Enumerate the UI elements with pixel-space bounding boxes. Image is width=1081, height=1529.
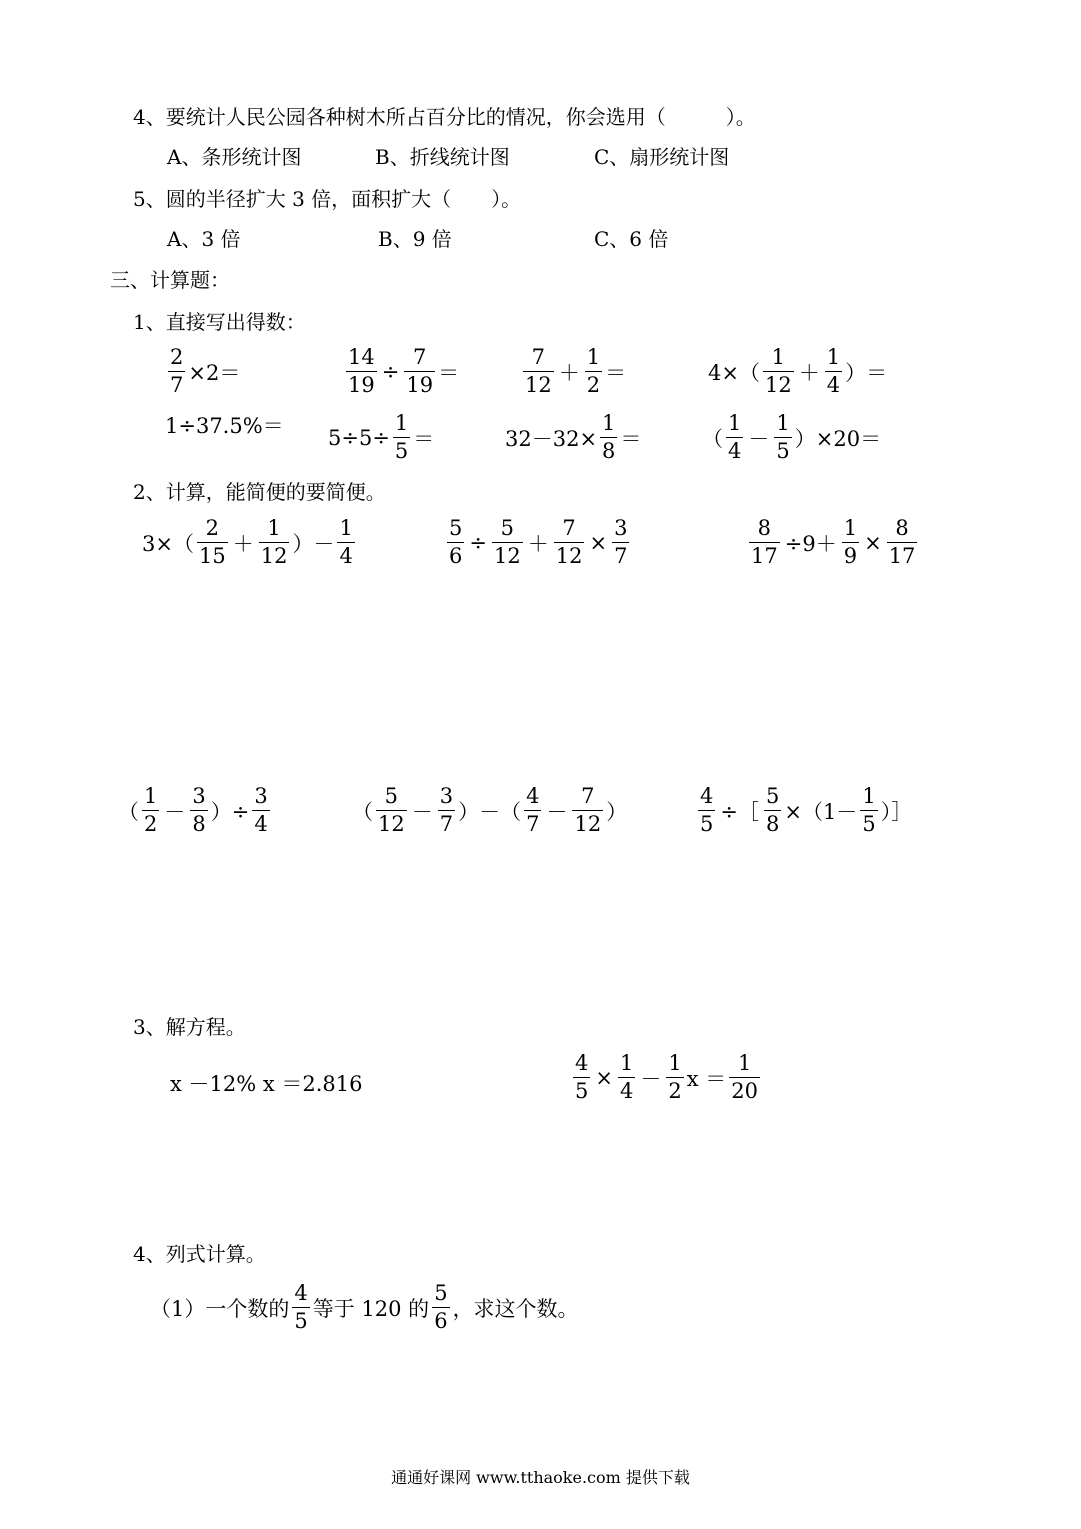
- calc-problem-1: 3×（ $\frac{2}{15}$ ＋ $\frac{1}{12}$ ）－ $\frac{1}{4}$: [142, 516, 353, 568]
- footer-source: 通通好课网 www.tthaoke.com 提供下载: [391, 1468, 690, 1487]
- q4-text: 4、要统计人民公园各种树木所占百分比的情况，你会选用（ ）。: [133, 105, 756, 129]
- fraction: $\frac{7}{19}$: [406, 345, 434, 397]
- fraction: $\frac{14}{19}$: [348, 345, 375, 397]
- fraction: $\frac{1}{4}$: [728, 411, 742, 463]
- calc-problem-5: （ $\frac{5}{12}$ － $\frac{3}{7}$ ）－（ $\frac{4}{7}$ － $\frac{7}{12}$ ）: [352, 784, 628, 836]
- fraction: $\frac{7}{12}$: [574, 784, 602, 836]
- fraction: $\frac{2}{15}$: [198, 516, 226, 568]
- equation-2: $\frac{4}{5}$ × $\frac{1}{4}$ － $\frac{1}{2}$ x ＝ $\frac{1}{20}$: [575, 1051, 758, 1103]
- oral-problem-1: $\frac{2}{7}$ ×2＝: [170, 345, 241, 397]
- fraction: $\frac{3}{4}$: [254, 784, 268, 836]
- fraction: $\frac{5}{12}$: [493, 516, 521, 568]
- fraction: $\frac{1}{5}$: [776, 411, 790, 463]
- oral-problem-3: $\frac{7}{12}$ ＋ $\frac{1}{2}$ ＝: [525, 345, 627, 397]
- fraction: $\frac{8}{17}$: [751, 516, 778, 568]
- fraction: $\frac{1}{2}$: [668, 1051, 682, 1103]
- fraction: $\frac{1}{20}$: [731, 1051, 758, 1103]
- q4-option-c: C、扇形统计图: [594, 145, 730, 169]
- calc-problem-3: $\frac{8}{17}$ ÷9＋ $\frac{1}{9}$ × $\frac{8}{17}$: [751, 516, 916, 568]
- fraction: $\frac{7}{12}$: [555, 516, 583, 568]
- part1-title: 1、直接写出得数：: [133, 310, 306, 334]
- fraction: $\frac{3}{7}$: [614, 516, 628, 568]
- fraction: $\frac{1}{8}$: [602, 411, 616, 463]
- fraction: $\frac{1}{9}$: [843, 516, 858, 568]
- calc-problem-4: （ $\frac{1}{2}$ － $\frac{3}{8}$ ）÷ $\frac{3}{4}$: [118, 784, 268, 836]
- fraction: $\frac{1}{2}$: [586, 345, 601, 397]
- fraction: $\frac{4}{5}$: [700, 784, 714, 836]
- q4-option-b: B、折线统计图: [375, 145, 510, 169]
- fraction: $\frac{1}{4}$: [826, 345, 841, 397]
- fraction: $\frac{3}{8}$: [192, 784, 206, 836]
- fraction: $\frac{8}{17}$: [888, 516, 916, 568]
- equation-1: x －12% x ＝2.816: [170, 1072, 363, 1096]
- fraction: $\frac{4}{5}$: [575, 1051, 589, 1103]
- calc-problem-2: $\frac{5}{6}$ ÷ $\frac{5}{12}$ ＋ $\frac{7}{12}$ × $\frac{3}{7}$: [449, 516, 628, 568]
- section-heading: 三、计算题：: [110, 268, 230, 292]
- oral-problem-6: 5÷5÷ $\frac{1}{5}$ ＝: [328, 411, 435, 463]
- fraction: $\frac{5}{6}$: [434, 1281, 448, 1333]
- fraction: $\frac{3}{7}$: [439, 784, 454, 836]
- fraction: $\frac{5}{12}$: [378, 784, 405, 836]
- fraction: $\frac{5}{6}$: [449, 516, 463, 568]
- fraction: $\frac{4}{7}$: [526, 784, 540, 836]
- oral-problem-8: （ $\frac{1}{4}$ － $\frac{1}{5}$ ）×20＝: [702, 411, 882, 463]
- fraction: $\frac{4}{5}$: [294, 1281, 308, 1333]
- fraction: $\frac{1}{5}$: [862, 784, 876, 836]
- part3-title: 3、解方程。: [133, 1015, 246, 1039]
- fraction: $\frac{1}{4}$: [339, 516, 353, 568]
- fraction: $\frac{1}{2}$: [144, 784, 158, 836]
- oral-problem-7: 32－32× $\frac{1}{8}$ ＝: [505, 411, 642, 463]
- q4-option-a: A、条形统计图: [167, 145, 302, 169]
- q5-option-c: C、6 倍: [594, 227, 669, 251]
- fraction: $\frac{1}{5}$: [394, 411, 409, 463]
- fraction: $\frac{1}{12}$: [260, 516, 288, 568]
- q5-option-b: B、9 倍: [378, 227, 452, 251]
- part4-title: 4、列式计算。: [133, 1242, 266, 1266]
- part2-title: 2、计算，能简便的要简便。: [133, 480, 386, 504]
- word-problem-1: （1）一个数的 $\frac{4}{5}$ 等于 120 的 $\frac{5}{6}$ ，求这个数。: [150, 1281, 579, 1333]
- q5-text: 5、圆的半径扩大 3 倍，面积扩大（ ）。: [133, 187, 522, 211]
- q5-option-a: A、3 倍: [167, 227, 241, 251]
- fraction: $\frac{7}{12}$: [525, 345, 552, 397]
- oral-problem-5: 1÷37.5%＝: [165, 414, 284, 438]
- fraction: $\frac{2}{7}$: [170, 345, 184, 397]
- calc-problem-6: $\frac{4}{5}$ ÷［ $\frac{5}{8}$ ×（1－ $\frac{1}{5}$ ）］: [700, 784, 913, 836]
- oral-problem-4: 4×（ $\frac{1}{12}$ ＋ $\frac{1}{4}$ ）＝: [708, 345, 888, 397]
- fraction: $\frac{5}{8}$: [765, 784, 780, 836]
- fraction: $\frac{1}{4}$: [619, 1051, 634, 1103]
- oral-problem-2: $\frac{14}{19}$ ÷ $\frac{7}{19}$ ＝: [348, 345, 460, 397]
- fraction: $\frac{1}{12}$: [764, 345, 792, 397]
